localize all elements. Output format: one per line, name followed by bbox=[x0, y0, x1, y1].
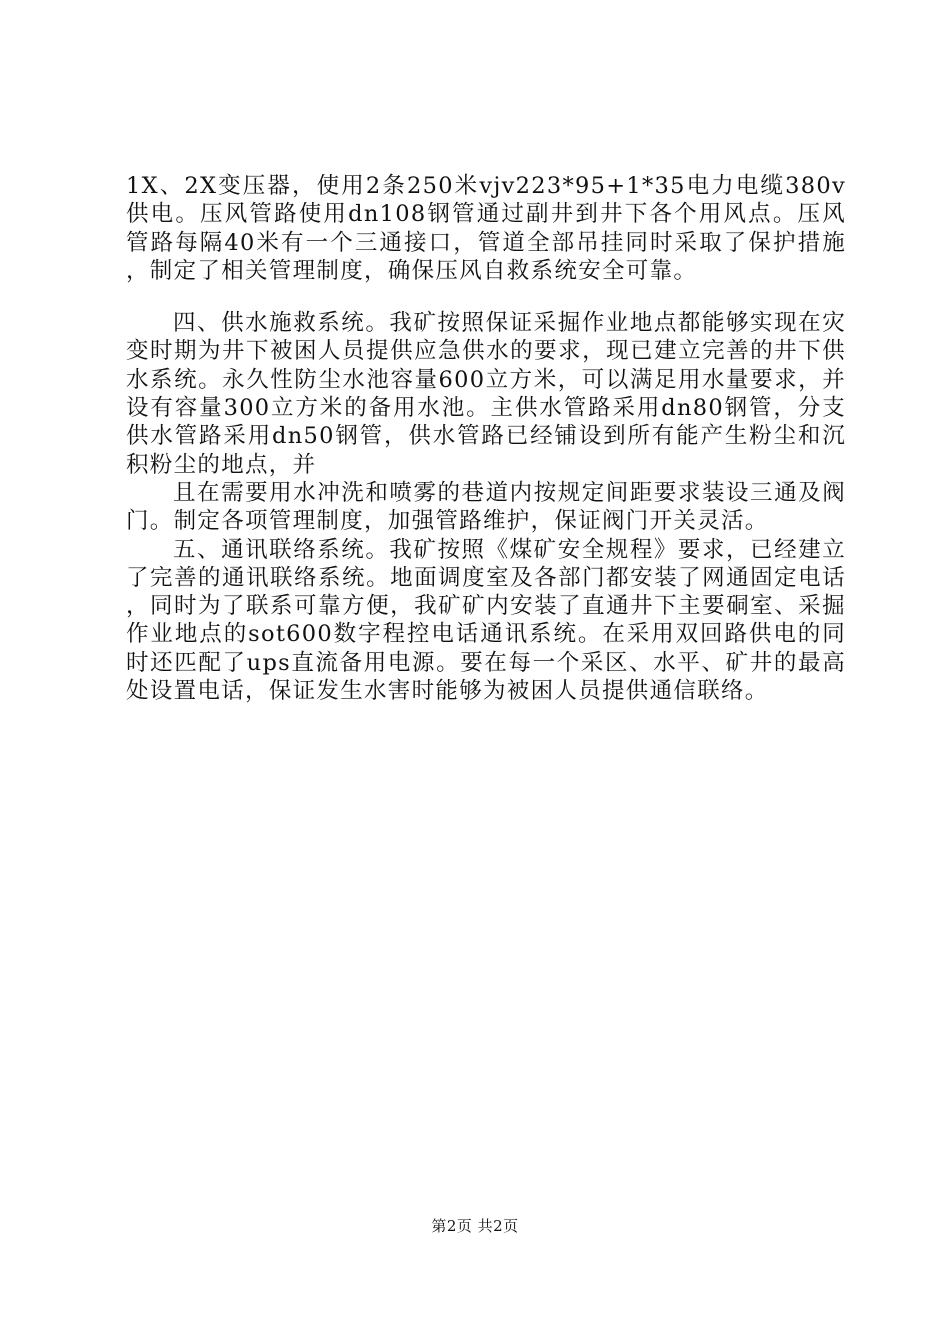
page-footer: 第2页 共2页 bbox=[431, 1217, 519, 1235]
paragraph-communication: 五、通讯联络系统。我矿按照《煤矿安全规程》要求，已经建立了完善的通讯联络系统。地面调度室及各部门都安装了网通固定电话，同时为了联系可靠方便，我矿矿内安装了直通井下主要硐室、采掘作业地点的sot600数字程控电话通讯系统。在采用双回路供电的同时还匹配了ups直流备用电源。要在每一个采区、水平、矿井的最高处设置电话，保证发生水害时能够为被困人员提供通信联络。 bbox=[126, 536, 846, 705]
paragraph-water-valves: 且在需要用水冲洗和喷雾的巷道内按规定间距要求装设三通及阀门。制定各项管理制度，加强管路维护，保证阀门开关灵活。 bbox=[126, 479, 846, 535]
paragraph-air-pipeline: 1X、2X变压器，使用2条250米vjv223*95+1*35电力电缆380v供电。压风管路使用dn108钢管通过副井到井下各个用风点。压风管路每隔40米有一个三通接口，管道全部吊挂同时采取了保护措施，制定了相关管理制度，确保压风自救系统安全可靠。 bbox=[126, 173, 846, 284]
paragraph-water-supply: 四、供水施救系统。我矿按照保证采掘作业地点都能够实现在灾变时期为井下被困人员提供应急供水的要求，现已建立完善的井下供水系统。永久性防尘水池容量600立方米，可以满足用水量要求，并设有容量300立方米的备用水池。主供水管路采用dn80钢管，分支供水管路采用dn50钢管，供水管路已经铺设到所有能产生粉尘和沉积粉尘的地点，并 bbox=[126, 310, 846, 478]
document-body bbox=[126, 172, 846, 705]
